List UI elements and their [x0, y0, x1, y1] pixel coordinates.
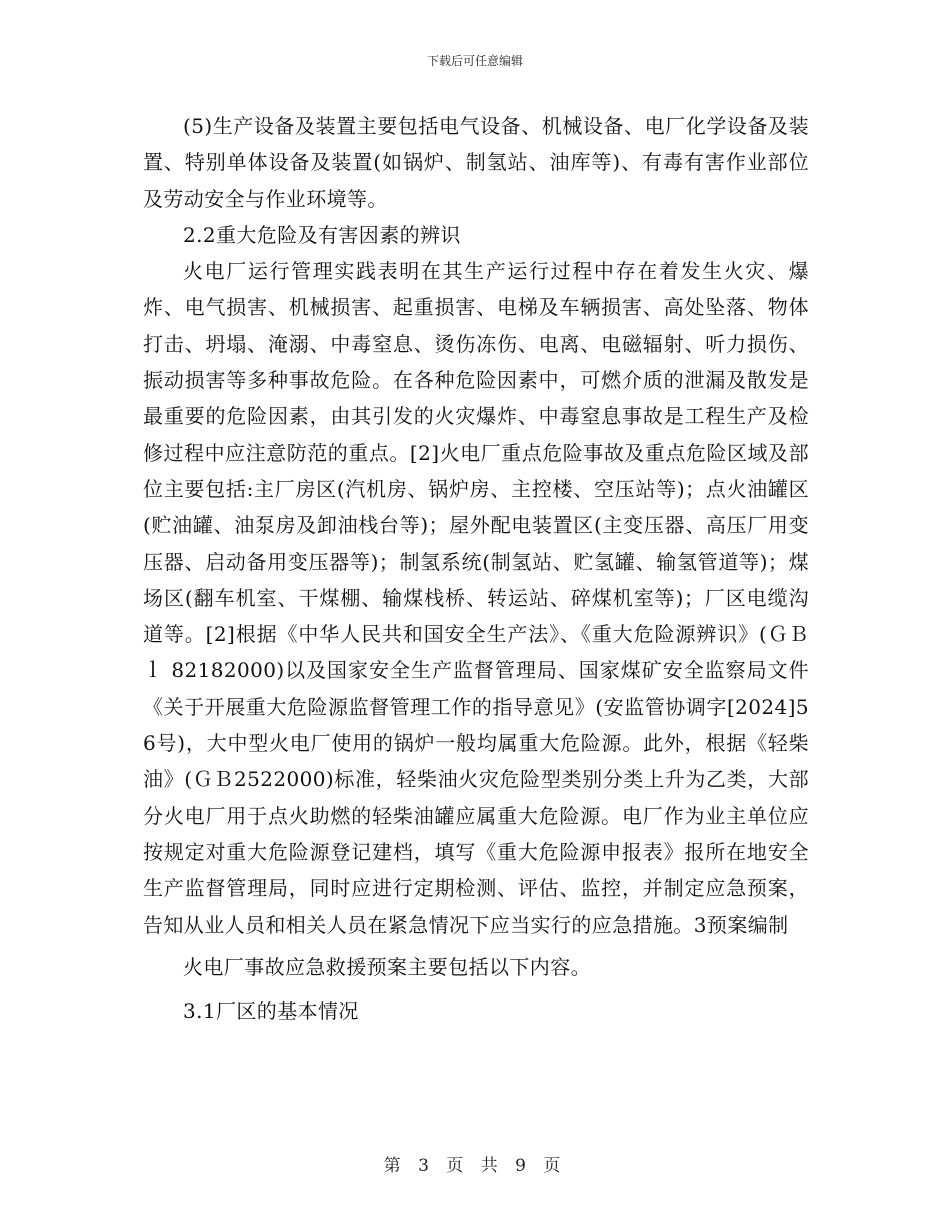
section-heading-2-2: 2.2重大危险及有害因素的辨识 [183, 222, 461, 247]
paragraph-equipment-list: (5)生产设备及装置主要包括电气设备、机械设备、电厂化学设备及装置、特别单体设备及装置(如锅炉、制氢站、油库等)、有毒有害作业部位及劳动安全与作业环境等。 [143, 114, 809, 211]
document-body [143, 108, 809, 1029]
paragraph-plan-contents: 火电厂事故应急救援预案主要包括以下内容。 [183, 954, 591, 979]
page-header: 下载后可任意编辑 [426, 54, 523, 68]
paragraph-hazard-identification: 火电厂运行管理实践表明在其生产运行过程中存在着发生火灾、爆炸、电气损害、机械损害、起重损害、电梯及车辆损害、高处坠落、物体打击、坍塌、淹溺、中毒窒息、烫伤冻伤、电离、电磁辐射、听力损伤、振动损害等多种事故危险。在各种危险因素中，可燃介质的泄漏及散发是最重要的危险因素，由其引发的火灾爆炸、中毒窒息事故是工程生产及检修过程中应注意防范的重点。[2]火电厂重点危险事故及重点危险区域及部位主要包括:主厂房区(汽机房、锅炉房、主控楼、空压站等)；点火油罐区(贮油罐、油泵房及卸油栈台等)；屋外配电装置区(主变压器、高压厂用变压器、启动备用变压器等)；制氢系统(制氢站、贮氢罐、输氢管道等)；煤场区(翻车机室、干煤棚、输煤栈桥、转运站、碎煤机室等)；厂区电缆沟道等。[2]根据《中华人民共和国安全生产法》、《重大危险源辨识》(ＧＢｌ 82182000)以及国家安全生产监督管理局、国家煤矿安全监察局文件《关于开展重大危险源监督管理工作的指导意见》(安监管协调字[2024]56号)，大中型火电厂使用的锅炉一般均属重大危险源。此外，根据《轻柴油》(ＧＢ2522000)标准，轻柴油火灾危险型类别分类上升为乙类，大部分火电厂用于点火助燃的轻柴油罐应属重大危险源。电厂作为业主单位应按规定对重大危险源登记建档，填写《重大危险源申报表》报所在地安全生产监督管理局，同时应进行定期检测、评估、监控，并制定应急预案，告知从业人员和相关人员在紧急情况下应当实行的应急措施。3预案编制 [143, 259, 809, 937]
page-number-footer: 第 3 页 共 9 页 [383, 1156, 567, 1176]
section-heading-3-1: 3.1厂区的基本情况 [183, 999, 359, 1024]
